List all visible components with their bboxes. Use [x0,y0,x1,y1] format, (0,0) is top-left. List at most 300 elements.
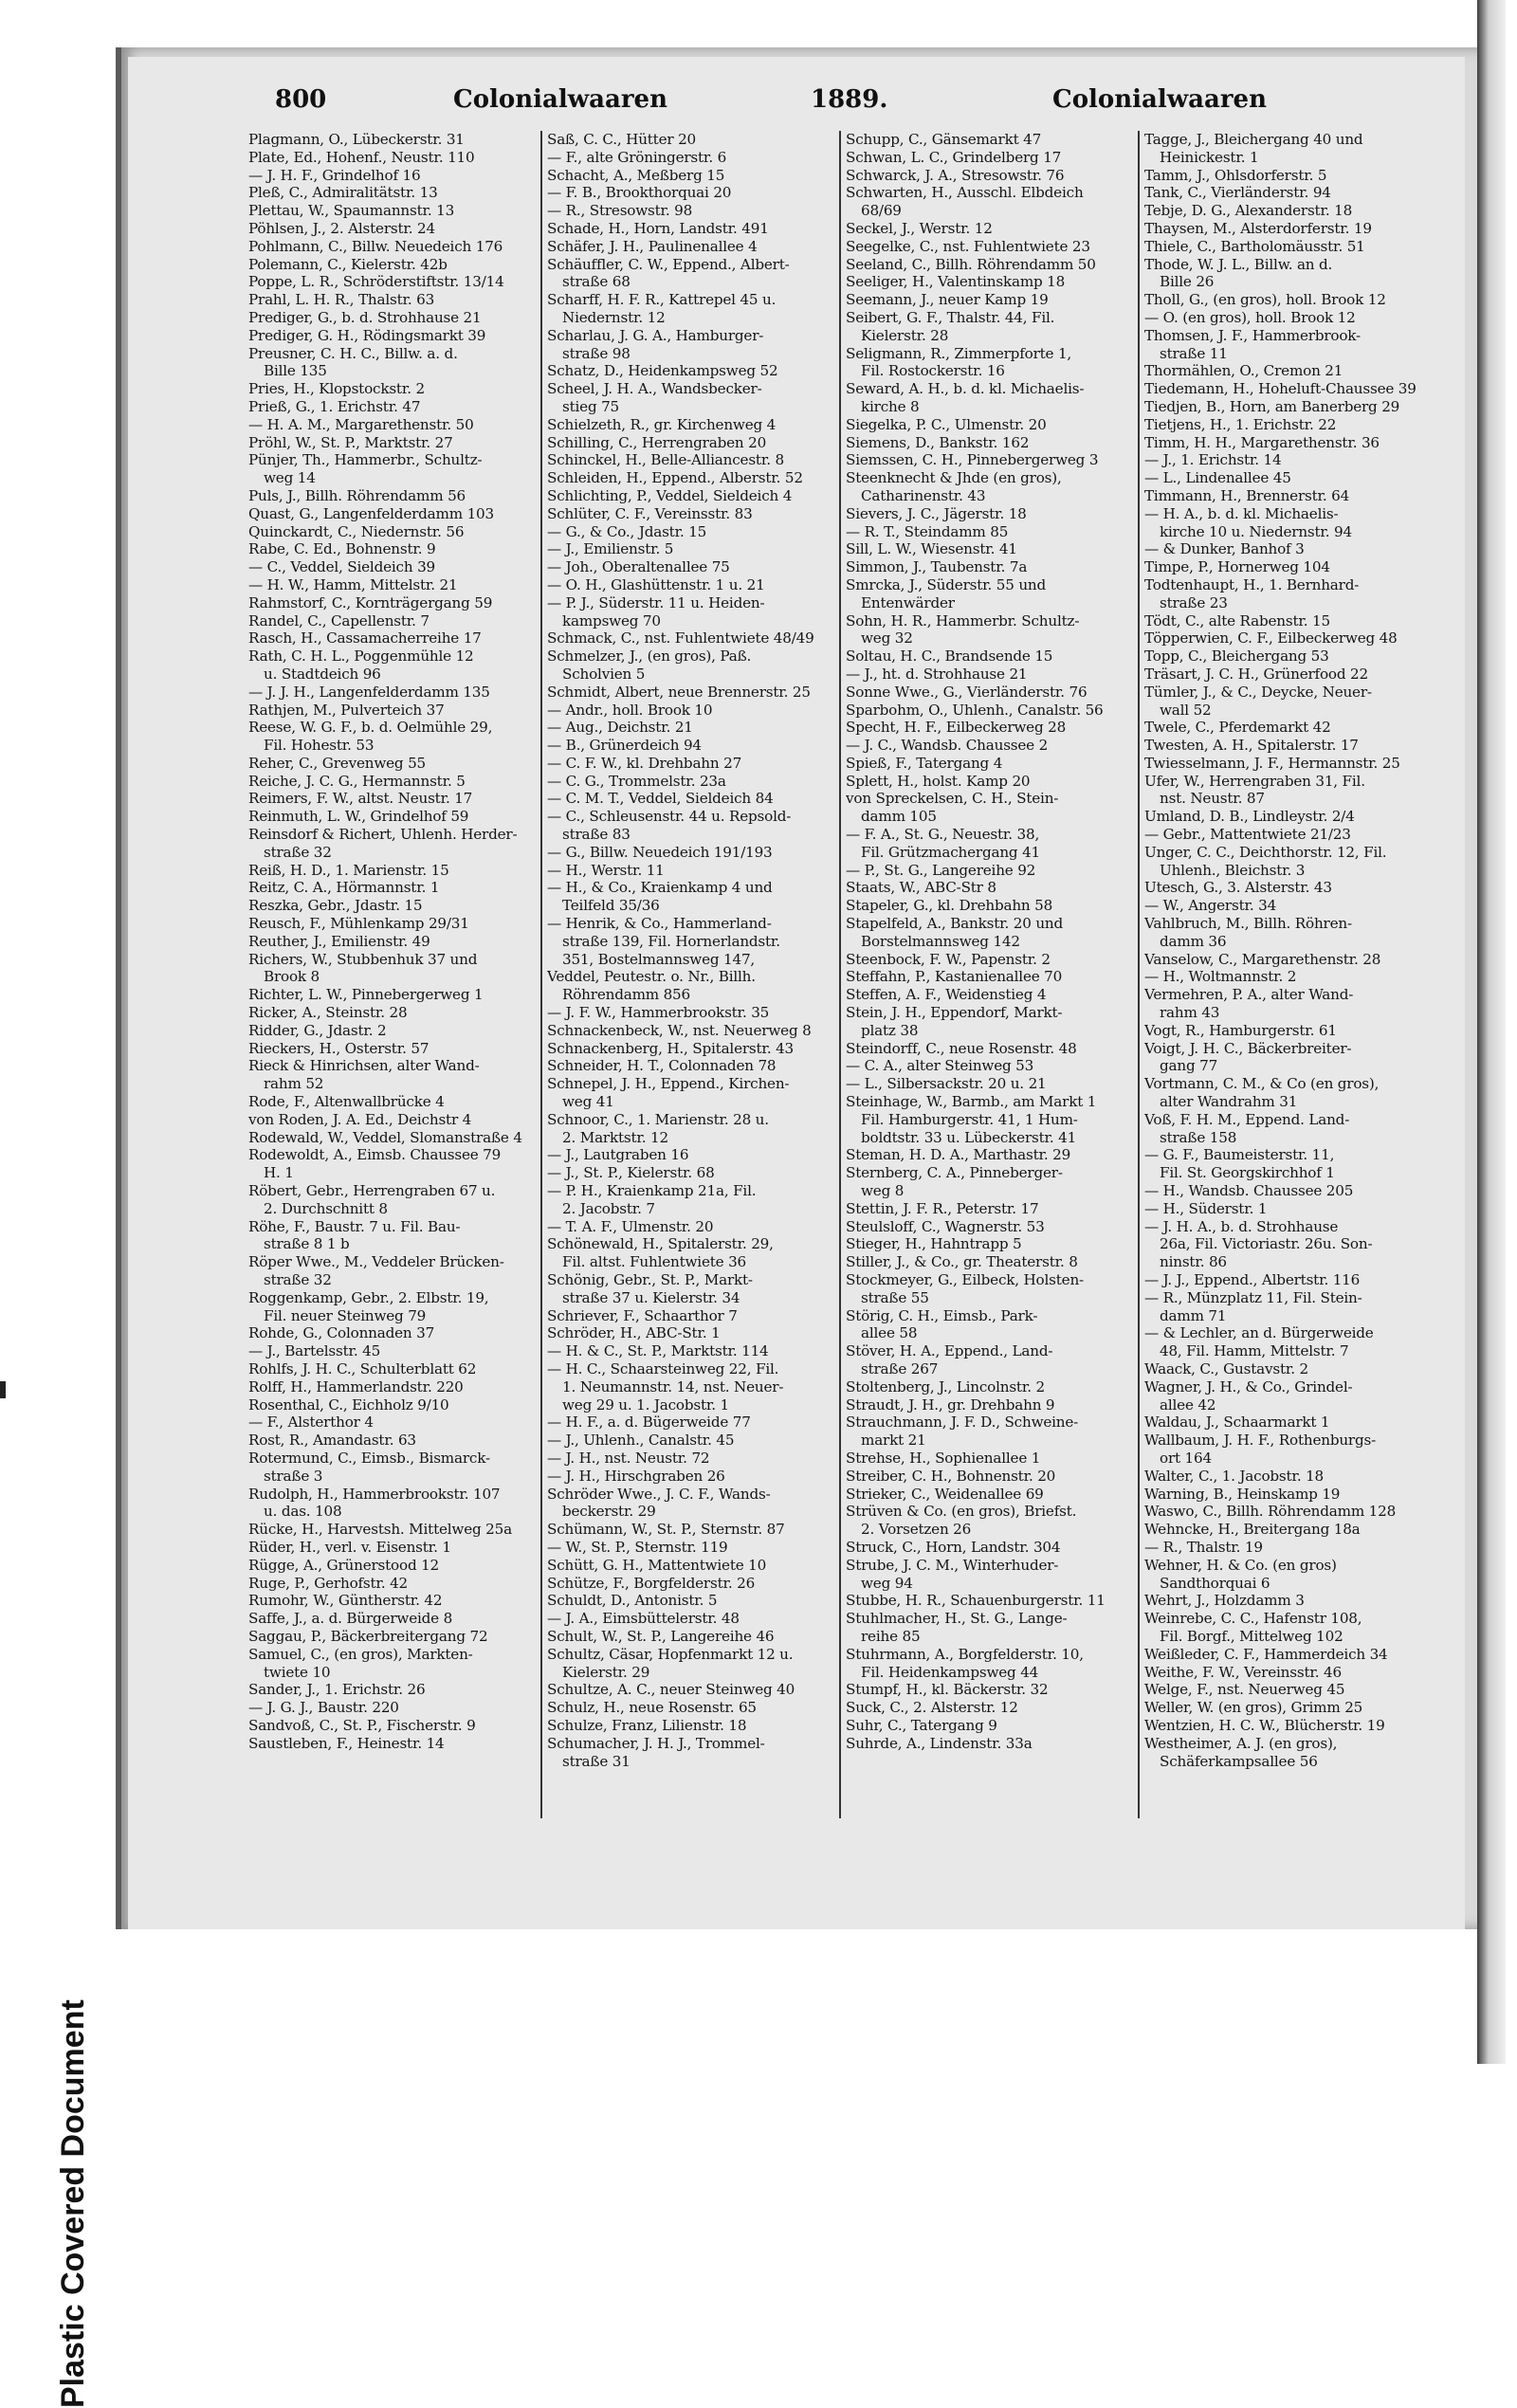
directory-entry: twiete 10 [264,1663,331,1681]
directory-entry: Teilfeld 35/36 [562,897,660,915]
directory-entry: — C. M. T., Veddel, Sieldeich 84 [547,790,774,808]
directory-entry: — C., Schleusenstr. 44 u. Repsold- [547,808,792,826]
directory-entry: Vahlbruch, M., Billh. Röhren- [1144,915,1352,933]
directory-entry: Schuldt, D., Antonistr. 5 [547,1592,718,1610]
directory-entry: Straudt, J. H., gr. Drehbahn 9 [846,1396,1055,1414]
directory-entry: Ricker, A., Steinstr. 28 [248,1004,408,1022]
directory-entry: Rücke, H., Harvestsh. Mittelweg 25a [248,1521,512,1539]
directory-entry: Entenwärder [861,593,955,611]
margin-tick [0,1381,6,1398]
directory-entry: Schacht, A., Meßberg 15 [547,166,725,184]
directory-entry: Sternberg, C. A., Pinneberger- [846,1164,1063,1182]
directory-entry: straße 23 [1160,593,1228,611]
directory-entry: — Gebr., Mattentwiete 21/23 [1144,826,1351,844]
directory-entry: Reinsdorf & Richert, Uhlenh. Herder- [248,826,518,844]
directory-entry: Schröder, H., ABC-Str. 1 [547,1324,721,1342]
directory-entry: Reimers, F. W., altst. Neustr. 17 [248,790,473,808]
directory-entry: — H. F., a. d. Bügerweide 77 [547,1414,751,1432]
directory-entry: Richter, L. W., Pinnebergerweg 1 [248,986,484,1004]
directory-entry: u. das. 108 [264,1503,342,1521]
directory-entry: markt 21 [861,1432,926,1450]
directory-entry: Störig, C. H., Eimsb., Park- [846,1306,1038,1324]
directory-entry: Röper Wwe., M., Veddeler Brücken- [248,1253,504,1271]
directory-entry: Quast, G., Langenfelderdamm 103 [248,504,494,522]
directory-entry: Stapeler, G., kl. Drehbahn 58 [846,897,1053,915]
directory-entry: Träsart, J. C. H., Grünerfood 22 [1144,665,1368,683]
directory-entry: Reiche, J. C. G., Hermannstr. 5 [248,772,466,790]
directory-entry: Steffahn, P., Kastanienallee 70 [846,968,1063,986]
directory-entry: — H., Wandsb. Chaussee 205 [1144,1182,1354,1200]
directory-entry: Saggau, P., Bäckerbreitergang 72 [248,1627,488,1645]
directory-entry: Fil. neuer Steinweg 79 [264,1306,427,1324]
directory-entry: ort 164 [1160,1449,1212,1467]
header-title-right: Colonialwaaren [1052,85,1267,114]
directory-entry: — G. F., Baumeisterstr. 11, [1144,1146,1335,1164]
directory-entry: Stubbe, H. R., Schauenburgerstr. 11 [846,1592,1106,1610]
directory-entry: Sill, L. W., Wiesenstr. 41 [846,540,1017,558]
directory-entry: Schade, H., Horn, Landstr. 491 [547,219,769,237]
directory-entry: Stöver, H. A., Eppend., Land- [846,1342,1053,1360]
directory-entry: Plate, Ed., Hohenf., Neustr. 110 [248,148,475,166]
directory-entry: — J. G. J., Baustr. 220 [248,1699,399,1717]
directory-entry: weg 41 [562,1093,614,1111]
directory-entry: Thormählen, O., Cremon 21 [1144,362,1343,380]
directory-entry: — R., Münzplatz 11, Fil. Stein- [1144,1288,1362,1306]
directory-entry: Rost, R., Amandastr. 63 [248,1432,416,1450]
directory-entry: u. Stadtdeich 96 [264,665,381,683]
directory-entry: Seibert, G. F., Thalstr. 44, Fil. [846,308,1055,326]
directory-entry: Timmann, H., Brennerstr. 64 [1144,486,1350,504]
directory-entry: Rohlfs, J. H. C., Schulterblatt 62 [248,1359,477,1377]
directory-entry: straße 83 [562,826,631,844]
directory-entry: — H. A. M., Margarethenstr. 50 [248,415,474,433]
directory-entry: Smrcka, J., Süderstr. 55 und [846,575,1047,593]
directory-entry: Brook 8 [264,968,320,986]
directory-entry: — H. A., b. d. kl. Michaelis- [1144,504,1339,522]
directory-entry: 2. Durchschnitt 8 [264,1199,388,1217]
directory-entry: Schulz, H., neue Rosenstr. 65 [547,1699,757,1717]
directory-entry: straße 68 [562,273,631,291]
directory-entry: Streiber, C. H., Bohnenstr. 20 [846,1467,1056,1485]
directory-entry: 2. Jacobstr. 7 [562,1199,655,1217]
directory-entry: damm 36 [1160,932,1227,950]
directory-entry: Soltau, H. C., Brandsende 15 [846,648,1053,666]
directory-entry: — H. & C., St. P., Marktstr. 114 [547,1342,769,1360]
directory-entry: Thode, W. J. L., Billw. an d. [1144,255,1333,273]
directory-entry: Schielzeth, R., gr. Kirchenweg 4 [547,415,777,433]
directory-entry: Quinckardt, C., Niedernstr. 56 [248,522,465,540]
directory-entry: Sonne Wwe., G., Vierländerstr. 76 [846,683,1087,701]
directory-entry: Schleiden, H., Eppend., Alberstr. 52 [547,469,803,487]
directory-entry: Thaysen, M., Alsterdorferstr. 19 [1144,219,1372,237]
directory-entry: wall 52 [1160,701,1212,719]
directory-entry: Seegelke, C., nst. Fuhlentwiete 23 [846,237,1090,255]
directory-entry: Schatz, D., Heidenkampsweg 52 [547,362,778,380]
directory-entry: Strehse, H., Sophienallee 1 [846,1449,1041,1467]
directory-entry: Schmelzer, J., (en gros), Paß. [547,648,752,666]
directory-entry: Fil. Hohestr. 53 [264,737,375,755]
directory-entry: Tank, C., Vierländerstr. 94 [1144,184,1331,202]
directory-entry: 68/69 [861,202,902,220]
directory-entry: — R., Thalstr. 19 [1144,1538,1263,1556]
directory-entry: Ridder, G., Jdastr. 2 [248,1021,387,1039]
directory-column-4 [1144,131,1434,1837]
directory-entry: allee 42 [1160,1396,1216,1414]
directory-entry: Vanselow, C., Margarethenstr. 28 [1144,950,1381,968]
directory-entry: Waack, C., Gustavstr. 2 [1144,1359,1308,1377]
directory-entry: Schönig, Gebr., St. P., Markt- [547,1271,753,1288]
directory-entry: — J. F. W., Hammerbrookstr. 35 [547,1004,770,1022]
directory-entry: Scharff, H. F. R., Kattrepel 45 u. [547,291,777,309]
directory-entry: Prahl, L. H. R., Thalstr. 63 [248,291,435,309]
directory-entry: Puls, J., Billh. Röhrendamm 56 [248,486,466,504]
directory-entry: — H., Woltmannstr. 2 [1144,968,1297,986]
directory-entry: Stiller, J., & Co., gr. Theaterstr. 8 [846,1253,1078,1271]
directory-entry: Suhrde, A., Lindenstr. 33a [846,1734,1033,1752]
directory-entry: Pries, H., Klopstockstr. 2 [248,380,425,398]
directory-entry: Fil. Heidenkampsweg 44 [861,1663,1039,1681]
directory-entry: Reszka, Gebr., Jdastr. 15 [248,897,423,915]
directory-entry: — F. A., St. G., Neuestr. 38, [846,826,1040,844]
page-header [256,85,1441,123]
directory-entry: weg 8 [861,1182,905,1200]
directory-entry: alter Wandrahm 31 [1160,1093,1298,1111]
directory-entry: Fil. Grützmachergang 41 [861,843,1041,861]
directory-entry: 1. Neumannstr. 14, nst. Neuer- [562,1377,784,1396]
directory-entry: Prieß, G., 1. Erichstr. 47 [248,397,421,415]
directory-entry: Scheel, J. H. A., Wandsbecker- [547,380,762,398]
directory-entry: Tiedjen, B., Horn, am Banerberg 29 [1144,397,1400,415]
directory-entry: — P. J., Süderstr. 11 u. Heiden- [547,593,765,611]
directory-entry: Rudolph, H., Hammerbrookstr. 107 [248,1485,501,1503]
directory-entry: Seligmann, R., Zimmerpforte 1, [846,344,1072,362]
directory-entry: — & Lechler, an d. Bürgerweide [1144,1324,1374,1342]
directory-entry: Umland, D. B., Lindleystr. 2/4 [1144,808,1355,826]
directory-entry: Steenknecht & Jhde (en gros), [846,469,1062,487]
directory-entry: — H., Werstr. 11 [547,861,665,879]
directory-entry: — O. H., Glashüttenstr. 1 u. 21 [547,575,765,593]
directory-entry: Schümann, W., St. P., Sternstr. 87 [547,1521,785,1539]
directory-entry: — G., & Co., Jdastr. 15 [547,522,707,540]
directory-entry: — J. J., Eppend., Albertstr. 116 [1144,1271,1361,1288]
directory-entry: Weller, W. (en gros), Grimm 25 [1144,1699,1363,1717]
directory-entry: straße 98 [562,344,631,362]
directory-entry: Kielerstr. 28 [861,326,949,344]
directory-entry: Sievers, J. C., Jägerstr. 18 [846,504,1027,522]
directory-entry: Steenbock, F. W., Papenstr. 2 [846,950,1051,968]
directory-entry: Seward, A. H., b. d. kl. Michaelis- [846,380,1085,398]
directory-entry: Seckel, J., Werstr. 12 [846,219,993,237]
directory-entry: Rieckers, H., Osterstr. 57 [248,1039,430,1057]
directory-entry: Rath, C. H. L., Poggenmühle 12 [248,648,474,666]
directory-entry: Wehrt, J., Holzdamm 3 [1144,1592,1305,1610]
directory-entry: Rathjen, M., Pulverteich 37 [248,701,445,719]
directory-entry: ninstr. 86 [1160,1253,1227,1271]
directory-entry: Todtenhaupt, H., 1. Bernhard- [1144,575,1360,593]
directory-entry: Rieck & Hinrichsen, alter Wand- [248,1057,480,1075]
directory-entry: Fil. St. Georgskirchhof 1 [1160,1164,1335,1182]
directory-entry: Wehncke, H., Breitergang 18a [1144,1521,1361,1539]
directory-entry: Rumohr, W., Güntherstr. 42 [248,1592,443,1610]
directory-entry: Sandthorquai 6 [1160,1574,1270,1592]
directory-entry: Wagner, J. H., & Co., Grindel- [1144,1377,1353,1396]
directory-entry: — J., Lautgraben 16 [547,1146,689,1164]
directory-entry: Reusch, F., Mühlenkamp 29/31 [248,915,469,933]
directory-entry: allee 58 [861,1324,918,1342]
directory-entry: Schnoor, C., 1. Marienstr. 28 u. [547,1110,769,1128]
directory-entry: Schlichting, P., Veddel, Sieldeich 4 [547,486,793,504]
directory-entry: Schröder Wwe., J. C. F., Wands- [547,1485,771,1503]
directory-entry: Schwan, L. C., Grindelberg 17 [846,148,1062,166]
directory-entry: Sander, J., 1. Erichstr. 26 [248,1681,426,1699]
directory-entry: — F., alte Gröningerstr. 6 [547,148,727,166]
directory-entry: Strube, J. C. M., Winterhuder- [846,1556,1059,1574]
directory-entry: straße 8 1 b [264,1235,350,1253]
directory-entry: Prediger, G. H., Rödingsmarkt 39 [248,326,486,344]
directory-entry: — Aug., Deichstr. 21 [547,719,693,737]
directory-entry: Reher, C., Grevenweg 55 [248,754,426,772]
directory-entry: kampsweg 70 [562,611,661,629]
directory-column-3 [846,131,1135,1837]
directory-entry: Tümler, J., & C., Deycke, Neuer- [1144,683,1372,701]
directory-entry: Schultz, Cäsar, Hopfenmarkt 12 u. [547,1645,794,1663]
directory-entry: 351, Bostelmannsweg 147, [562,950,756,968]
directory-entry: Rüder, H., verl. v. Eisenstr. 1 [248,1538,451,1556]
directory-entry: — L., Lindenallee 45 [1144,469,1291,487]
directory-entry: Steindorff, C., neue Rosenstr. 48 [846,1039,1077,1057]
directory-entry: damm 105 [861,808,937,826]
directory-entry: — J. H., nst. Neustr. 72 [547,1449,710,1467]
directory-entry: — Andr., holl. Brook 10 [547,701,713,719]
directory-entry: weg 14 [264,469,316,487]
directory-entry: Schnackenbeck, W., nst. Neuerweg 8 [547,1021,812,1039]
directory-entry: platz 38 [861,1021,919,1039]
directory-entry: 26a, Fil. Victoriastr. 26u. Son- [1160,1235,1373,1253]
directory-entry: Waswo, C., Billh. Röhrendamm 128 [1144,1503,1397,1521]
directory-entry: Randel, C., Capellenstr. 7 [248,611,430,629]
directory-entry: — H., Süderstr. 1 [1144,1199,1268,1217]
directory-entry: Saß, C. C., Hütter 20 [547,131,696,148]
directory-entry: — F., Alsterthor 4 [248,1414,374,1432]
directory-entry: Strieker, C., Weidenallee 69 [846,1485,1044,1503]
directory-entry: Röhrendamm 856 [562,986,690,1004]
directory-entry: Schmack, C., nst. Fuhlentwiete 48/49 [547,629,814,648]
directory-entry: Schinckel, H., Belle-Alliancestr. 8 [547,451,784,469]
directory-entry: — C., Veddel, Sieldeich 39 [248,558,435,576]
directory-entry: — Henrik, & Co., Hammerland- [547,915,772,933]
directory-entry: Vortmann, C. M., & Co (en gros), [1144,1075,1380,1093]
directory-entry: nst. Neustr. 87 [1160,790,1265,808]
directory-entry: — J. J. H., Langenfelderdamm 135 [248,683,490,701]
directory-entry: Schupp, C., Gänsemarkt 47 [846,131,1042,148]
directory-entry: — G., Billw. Neuedeich 191/193 [547,843,773,861]
directory-entry: Stumpf, H., kl. Bäckerstr. 32 [846,1681,1049,1699]
directory-entry: Rosenthal, C., Eichholz 9/10 [248,1396,449,1414]
directory-entry: Sandvoß, C., St. P., Fischerstr. 9 [248,1716,476,1734]
directory-entry: Westheimer, A. J. (en gros), [1144,1734,1338,1752]
directory-entry: Suck, C., 2. Alsterstr. 12 [846,1699,1018,1717]
side-label: Plastic Covered Document [55,1999,91,2408]
directory-entry: — H. C., Schaarsteinweg 22, Fil. [547,1359,779,1377]
directory-entry: 2. Vorsetzen 26 [861,1521,972,1539]
directory-entry: Tagge, J., Bleichergang 40 und [1144,131,1363,148]
directory-entry: Tödt, C., alte Rabenstr. 15 [1144,611,1330,629]
directory-entry: — C. F. W., kl. Drehbahn 27 [547,754,742,772]
directory-entry: Tietjens, H., 1. Erichstr. 22 [1144,415,1337,433]
directory-entry: Stieger, H., Hahntrapp 5 [846,1235,1022,1253]
page-number: 800 [275,85,327,114]
directory-entry: — & Dunker, Banhof 3 [1144,540,1305,558]
directory-entry: Timpe, P., Hornerweg 104 [1144,558,1330,576]
directory-entry: Poppe, L. R., Schröderstiftstr. 13/14 [248,273,504,291]
directory-entry: Schäfer, J. H., Paulinenallee 4 [547,237,758,255]
directory-entry: Rahmstorf, C., Kornträgergang 59 [248,593,493,611]
directory-entry: Rasch, H., Cassamacherreihe 17 [248,629,482,648]
directory-entry: Schlüter, C. F., Vereinsstr. 83 [547,504,753,522]
directory-entry: kirche 10 u. Niedernstr. 94 [1160,522,1352,540]
directory-entry: — L., Silbersackstr. 20 u. 21 [846,1075,1047,1093]
directory-entry: Ruge, P., Gerhofstr. 42 [248,1574,408,1592]
directory-entry: Reiß, H. D., 1. Marienstr. 15 [248,861,449,879]
directory-entry: 2. Marktstr. 12 [562,1128,668,1146]
directory-entry: weg 32 [861,629,913,648]
directory-entry: — J., Emilienstr. 5 [547,540,674,558]
directory-entry: straße 32 [264,1271,332,1288]
directory-entry: Veddel, Peutestr. o. Nr., Billh. [547,968,756,986]
directory-entry: — J. A., Eimsbüttelerstr. 48 [547,1610,740,1628]
directory-entry: — J. H. A., b. d. Strohhause [1144,1217,1339,1235]
directory-entry: Suhr, C., Tatergang 9 [846,1716,997,1734]
directory-entry: — J. H., Hirschgraben 26 [547,1467,725,1485]
directory-entry: Schnackenberg, H., Spitalerstr. 43 [547,1039,794,1057]
directory-entry: Schütt, G. H., Mattentwiete 10 [547,1556,767,1574]
directory-entry: Samuel, C., (en gros), Markten- [248,1645,473,1663]
directory-entry: Reese, W. G. F., b. d. Oelmühle 29, [248,719,493,737]
directory-entry: Scholvien 5 [562,665,646,683]
directory-entry: straße 55 [861,1288,929,1306]
directory-entry: — J., Bartelsstr. 45 [248,1342,381,1360]
directory-entry: Schumacher, J. H. J., Trommel- [547,1734,765,1752]
directory-entry: Schwarck, J. A., Stresowstr. 76 [846,166,1065,184]
directory-entry: Schäferkampsallee 56 [1160,1752,1318,1770]
directory-entry: Rodewoldt, A., Eimsb. Chaussee 79 [248,1146,502,1164]
directory-entry: Töpperwien, C. F., Eilbeckerweg 48 [1144,629,1398,648]
directory-entry: Schult, W., St. P., Langereihe 46 [547,1627,775,1645]
directory-entry: Vogt, R., Hamburgerstr. 61 [1144,1021,1337,1039]
directory-entry: Stockmeyer, G., Eilbeck, Holsten- [846,1271,1084,1288]
directory-entry: Schultze, A. C., neuer Steinweg 40 [547,1681,795,1699]
directory-entry: reihe 85 [861,1627,921,1645]
directory-entry: Bille 135 [264,362,327,380]
directory-entry: Stettin, J. F. R., Peterstr. 17 [846,1199,1039,1217]
directory-entry: Röhe, F., Baustr. 7 u. Fil. Bau- [248,1217,461,1235]
directory-entry: Niedernstr. 12 [562,308,666,326]
directory-entry: — C. A., alter Steinweg 53 [846,1057,1034,1075]
directory-entry: Wentzien, H. C. W., Blücherstr. 19 [1144,1716,1385,1734]
directory-entry: Schmidt, Albert, neue Brennerstr. 25 [547,683,811,701]
directory-entry: straße 37 u. Kielerstr. 34 [562,1288,740,1306]
directory-entry: Thomsen, J. F., Hammerbrook- [1144,326,1361,344]
directory-entry: Seeliger, H., Valentinskamp 18 [846,273,1066,291]
directory-entry: Utesch, G., 3. Alsterstr. 43 [1144,879,1332,897]
directory-entry: Röbert, Gebr., Herrengraben 67 u. [248,1182,496,1200]
directory-entry: Schulze, Franz, Lilienstr. 18 [547,1716,747,1734]
directory-entry: Reinmuth, L. W., Grindelhof 59 [248,808,469,826]
directory-entry: Thiele, C., Bartholomäusstr. 51 [1144,237,1365,255]
directory-entry: Pleß, C., Admiralitätstr. 13 [248,184,438,202]
directory-entry: Fil. Hamburgerstr. 41, 1 Hum- [861,1110,1078,1128]
directory-entry: straße 31 [562,1752,631,1770]
directory-entry: Catharinenstr. 43 [861,486,986,504]
directory-entry: Rabe, C. Ed., Bohnenstr. 9 [248,540,436,558]
directory-entry: — T. A. F., Ulmenstr. 20 [547,1217,714,1235]
directory-entry: Twiesselmann, J. F., Hermannstr. 25 [1144,754,1400,772]
directory-entry: weg 94 [861,1574,913,1592]
directory-entry: straße 11 [1160,344,1228,362]
directory-entry: — P. H., Kraienkamp 21a, Fil. [547,1182,757,1200]
directory-entry: Steinhage, W., Barmb., am Markt 1 [846,1093,1097,1111]
directory-entry: Strauchmann, J. F. D., Schweine- [846,1414,1079,1432]
directory-entry: beckerstr. 29 [562,1503,656,1521]
directory-entry: Richers, W., Stubbenhuk 37 und [248,950,478,968]
directory-entry: — J., Uhlenh., Canalstr. 45 [547,1432,735,1450]
directory-entry: Rolff, H., Hammerlandstr. 220 [248,1377,464,1396]
directory-entry: Topp, C., Bleichergang 53 [1144,648,1329,666]
directory-entry: Pöhlsen, J., 2. Alsterstr. 24 [248,219,435,237]
directory-entry: Rotermund, C., Eimsb., Bismarck- [248,1449,490,1467]
directory-column-1 [248,131,538,1837]
directory-entry: Schönewald, H., Spitalerstr. 29, [547,1235,774,1253]
directory-entry: — C. G., Trommelstr. 23a [547,772,726,790]
directory-entry: Heinickestr. 1 [1160,148,1259,166]
directory-entry: Tebje, D. G., Alexanderstr. 18 [1144,202,1353,220]
directory-entry: Fil. Rostockerstr. 16 [861,362,1005,380]
directory-entry: Weithe, F. W., Vereinsstr. 46 [1144,1663,1342,1681]
directory-entry: von Spreckelsen, C. H., Stein- [846,790,1059,808]
directory-entry: Borstelmannsweg 142 [861,932,1020,950]
directory-entry: Walter, C., 1. Jacobstr. 18 [1144,1467,1325,1485]
directory-entry: Uhlenh., Bleichstr. 3 [1160,861,1306,879]
directory-entry: Splett, H., holst. Kamp 20 [846,772,1031,790]
directory-entry: Simmon, J., Taubenstr. 7a [846,558,1028,576]
directory-entry: Stoltenberg, J., Lincolnstr. 2 [846,1377,1045,1396]
directory-entry: rahm 52 [264,1075,324,1093]
directory-entry: Twesten, A. H., Spitalerstr. 17 [1144,737,1359,755]
directory-entry: kirche 8 [861,397,920,415]
directory-entry: Pröhl, W., St. P., Marktstr. 27 [248,433,453,451]
directory-entry: — J., 1. Erichstr. 14 [1144,451,1282,469]
directory-entry: Unger, C. C., Deichthorstr. 12, Fil. [1144,843,1387,861]
directory-entry: Rügge, A., Grünerstood 12 [248,1556,440,1574]
directory-entry: Spieß, F., Tatergang 4 [846,754,1003,772]
directory-entry: straße 3 [264,1467,323,1485]
header-year: 1889. [811,85,888,114]
directory-entry: Steman, H. D. A., Marthastr. 29 [846,1146,1071,1164]
directory-entry: Twele, C., Pferdemarkt 42 [1144,719,1331,737]
directory-entry: Fil. Borgf., Mittelweg 102 [1160,1627,1343,1645]
directory-entry: straße 32 [264,843,332,861]
directory-entry: Polemann, C., Kielerstr. 42b [248,255,448,273]
directory-entry: Scharlau, J. G. A., Hamburger- [547,326,764,344]
directory-entry: straße 139, Fil. Hornerlandstr. [562,932,780,950]
header-title-left: Colonialwaaren [453,85,667,114]
directory-entry: Ufer, W., Herrengraben 31, Fil. [1144,772,1365,790]
directory-entry: — W., Angerstr. 34 [1144,897,1277,915]
directory-entry: — R. T., Steindamm 85 [846,522,1009,540]
directory-entry: — J. H. F., Grindelhof 16 [248,166,421,184]
directory-entry: — H. W., Hamm, Mittelstr. 21 [248,575,458,593]
directory-entry: Sparbohm, O., Uhlenh., Canalstr. 56 [846,701,1104,719]
